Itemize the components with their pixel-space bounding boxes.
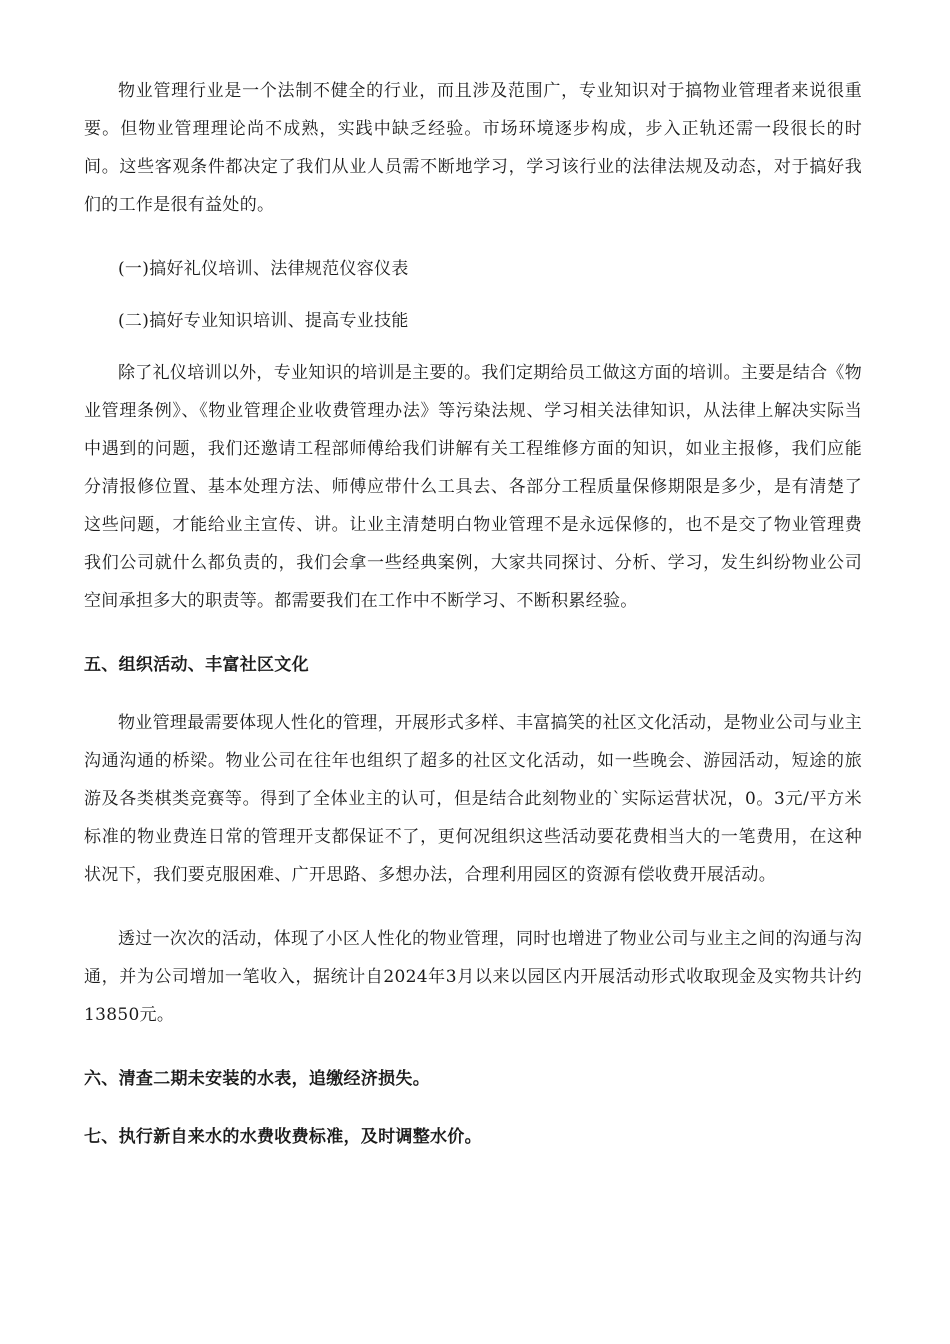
paragraph-professional-training: (二)搞好专业知识培训、提高专业技能 <box>118 311 409 331</box>
paragraph-community-activities: 物业管理最需要体现人性化的管理，开展形式多样、丰富搞笑的社区文化活动，是物业公司与业主沟通沟通的桥梁。物业公司在往年也组织了超多的社区文化活动，如一些晚会、游园活动，短途的旅游及各类棋类竞赛等。得到了全体业主的认可，但是结合此刻物业的`实际运营状况，0。3元/平方米标准的物业费连日常的管理开支都保证不了，更何况组织这些活动要花费相当大的一笔费用，在这种状况下，我们要克服困难、广开思路、多想办法，合理利用园区的资源有偿收费开展活动。 <box>84 713 862 885</box>
section-heading-seven: 七、执行新自来水的水费收费标准，及时调整水价。 <box>84 1127 482 1147</box>
paragraph-training-details: 除了礼仪培训以外，专业知识的培训是主要的。我们定期给员工做这方面的培训。主要是结合《物业管理条例》、《物业管理企业收费管理办法》等污染法规、学习相关法律知识，从法律上解决实际当中遇到的问题，我们还邀请工程部师傅给我们讲解有关工程维修方面的知识，如业主报修，我们应能分清报修位置、基本处理方法、师傅应带什么工具去、各部分工程质量保修期限是多少，是有清楚了这些问题，才能给业主宣传、讲。让业主清楚明白物业管理不是永远保修的，也不是交了物业管理费我们公司就什么都负责的，我们会拿一些经典案例，大家共同探讨、分析、学习，发生纠纷物业公司空间承担多大的职责等。都需要我们在工作中不断学习、不断积累经验。 <box>84 363 862 611</box>
paragraph-activity-results: 透过一次次的活动，体现了小区人性化的物业管理，同时也增进了物业公司与业主之间的沟通与沟通，并为公司增加一笔收入，据统计自2024年3月以来以园区内开展活动形式收取现金及实物共计约13850元。 <box>84 929 862 1025</box>
section-heading-six: 六、清查二期未安装的水表，追缴经济损失。 <box>84 1069 430 1089</box>
paragraph-etiquette-training: (一)搞好礼仪培训、法律规范仪容仪表 <box>118 259 409 279</box>
document-page <box>84 72 862 1176</box>
paragraph-industry-intro: 物业管理行业是一个法制不健全的行业，而且涉及范围广，专业知识对于搞物业管理者来说很重要。但物业管理理论尚不成熟，实践中缺乏经验。市场环境逐步构成，步入正轨还需一段很长的时间。这些客观条件都决定了我们从业人员需不断地学习，学习该行业的法律法规及动态，对于搞好我们的工作是很有益处的。 <box>84 81 862 215</box>
section-heading-five: 五、组织活动、丰富社区文化 <box>84 655 309 675</box>
